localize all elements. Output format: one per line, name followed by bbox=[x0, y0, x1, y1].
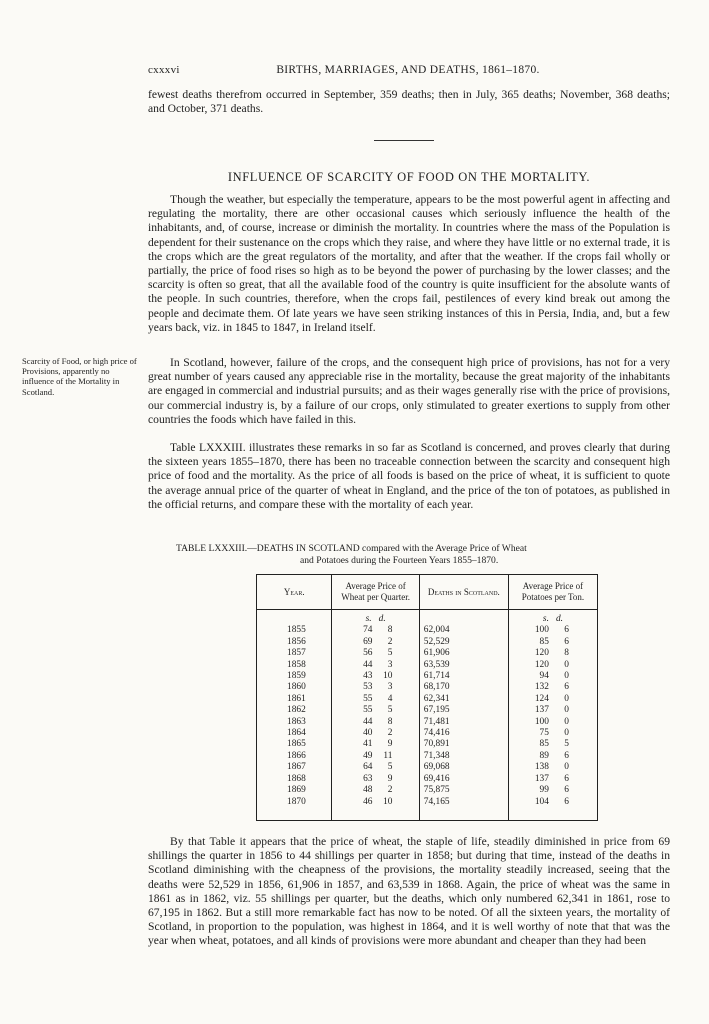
table-header-row bbox=[257, 575, 598, 610]
wheat-price-cell bbox=[332, 682, 419, 693]
potato-shillings: 100 bbox=[534, 716, 549, 727]
wheat-shillings: 55 bbox=[363, 693, 373, 704]
potato-shillings: 75 bbox=[539, 728, 549, 739]
table-row bbox=[257, 660, 598, 671]
page-header bbox=[148, 64, 668, 80]
wheat-shillings: 48 bbox=[363, 785, 373, 796]
wheat-price-cell bbox=[332, 671, 419, 682]
wheat-shillings: 55 bbox=[363, 705, 373, 716]
table-row bbox=[257, 671, 598, 682]
year-cell: 1867 bbox=[287, 762, 306, 773]
paragraph-weather: Though the weather, but especially the temperature, appears to be the most powerful agent in affecting and regulating the mortality, there are other occasional causes which seriously influence the health of the inhabitants, and, of course, increase or diminish the mortality. In countries where the mass of the Population is dependent for their sustenance on the crops which they raise, and where they have little or no external trade, it is the crops which are the great regulators of the mortality, and after that the weather. If the crops fail wholly or partially, the price of food rises so high as to be beyond the power of purchasing by the lower classes; and the scarcity is often so great, that all the available food of the country is quite insufficient for the absolute wants of the people. In such countries, therefore, when the crops fail, pestilences of every kind break out among the people and decimate them. Of late years we have seen striking instances of this in Persia, India, and, but a few years back, viz. in 1845 to 1847, in Ireland itself. bbox=[148, 193, 670, 334]
wheat-price-cell bbox=[332, 694, 419, 705]
units-row bbox=[257, 610, 598, 626]
potato-price-cell bbox=[508, 694, 597, 705]
potato-pence: 6 bbox=[564, 636, 569, 647]
potato-shillings: 138 bbox=[534, 762, 549, 773]
wheat-pence: 11 bbox=[383, 750, 393, 761]
wheat-pence: 5 bbox=[387, 648, 393, 659]
unit-pence: d. bbox=[555, 614, 563, 624]
wheat-shillings: 40 bbox=[363, 728, 373, 739]
potato-pence: 0 bbox=[564, 705, 569, 716]
year-cell: 1869 bbox=[287, 785, 306, 796]
deaths-cell: 75,875 bbox=[419, 785, 508, 796]
margin-note: Scarcity of Food, or high price of Provisions, apparently no influence of the Mortality in Scotland. bbox=[22, 356, 137, 397]
wheat-price-cell bbox=[332, 751, 419, 762]
year-cell: 1868 bbox=[287, 773, 306, 784]
potato-price-cell bbox=[508, 705, 597, 716]
table-row bbox=[257, 774, 598, 785]
table-row bbox=[257, 728, 598, 739]
wheat-price-cell bbox=[332, 625, 419, 636]
section-divider bbox=[374, 140, 434, 141]
deaths-cell: 62,004 bbox=[419, 625, 508, 636]
header-potatoes: Average Price of Potatoes per Ton. bbox=[508, 575, 597, 610]
year-cell: 1857 bbox=[287, 648, 306, 659]
table-row bbox=[257, 797, 598, 821]
potato-shillings: 137 bbox=[534, 773, 549, 784]
deaths-cell: 71,481 bbox=[419, 717, 508, 728]
wheat-shillings: 64 bbox=[363, 762, 373, 773]
deaths-cell: 70,891 bbox=[419, 739, 508, 750]
wheat-price-cell bbox=[332, 785, 419, 796]
potato-price-cell bbox=[508, 682, 597, 693]
potato-pence: 0 bbox=[564, 762, 569, 773]
potato-price-cell bbox=[508, 751, 597, 762]
potato-pence: 0 bbox=[564, 659, 569, 670]
wheat-price-cell bbox=[332, 762, 419, 773]
year-cell: 1858 bbox=[287, 659, 306, 670]
deaths-price-table bbox=[256, 574, 598, 821]
potato-price-cell bbox=[508, 739, 597, 750]
potato-pence: 6 bbox=[564, 625, 569, 636]
year-cell: 1862 bbox=[287, 705, 306, 716]
wheat-pence: 9 bbox=[387, 739, 393, 750]
wheat-pence: 2 bbox=[387, 785, 393, 796]
potato-pence: 0 bbox=[564, 728, 569, 739]
table-row bbox=[257, 625, 598, 636]
potato-price-cell bbox=[508, 717, 597, 728]
wheat-pence: 5 bbox=[387, 762, 393, 773]
paragraph-scotland: In Scotland, however, failure of the crops, and the consequent high price of provisions, has not for a very great number of years caused any appreciable rise in the mortality, because the great majority of the inhabitants are engaged in commercial and industrial pursuits; and as their wages generally rise with the price of provisions, our commercial industry is, by a failure of our crops, only stimulated to greater exertions to supply from other countries the foods which have failed in this. bbox=[148, 356, 670, 426]
deaths-cell: 67,195 bbox=[419, 705, 508, 716]
year-cell: 1855 bbox=[287, 625, 306, 636]
table-body bbox=[257, 610, 598, 821]
wheat-price-cell bbox=[332, 660, 419, 671]
wheat-pence: 8 bbox=[387, 625, 393, 636]
table-row bbox=[257, 751, 598, 762]
potato-price-cell bbox=[508, 728, 597, 739]
running-head: BIRTHS, MARRIAGES, AND DEATHS, 1861–1870. bbox=[276, 64, 540, 76]
potato-shillings: 120 bbox=[534, 659, 549, 670]
potato-pence: 6 bbox=[564, 785, 569, 796]
table-row bbox=[257, 739, 598, 750]
year-cell: 1863 bbox=[287, 716, 306, 727]
potato-pence: 8 bbox=[564, 648, 569, 659]
table-caption-line-2: and Potatoes during the Fourteen Years 1855–1870. bbox=[300, 555, 499, 566]
wheat-shillings: 41 bbox=[363, 739, 373, 750]
potato-pence: 0 bbox=[564, 671, 569, 682]
deaths-cell: 69,416 bbox=[419, 774, 508, 785]
potato-shillings: 132 bbox=[534, 682, 549, 693]
potato-price-cell bbox=[508, 762, 597, 773]
potato-pence: 0 bbox=[564, 716, 569, 727]
potato-shillings: 124 bbox=[534, 693, 549, 704]
unit-shillings: s. bbox=[365, 614, 372, 624]
year-cell: 1865 bbox=[287, 739, 306, 750]
deaths-cell: 63,539 bbox=[419, 660, 508, 671]
potato-pence: 6 bbox=[564, 773, 569, 784]
wheat-pence: 10 bbox=[383, 671, 393, 682]
deaths-cell: 74,165 bbox=[419, 797, 508, 821]
deaths-cell: 62,341 bbox=[419, 694, 508, 705]
potato-pence: 6 bbox=[564, 750, 569, 761]
page-number: cxxxvi bbox=[148, 64, 180, 76]
wheat-price-cell bbox=[332, 705, 419, 716]
potato-shillings: 89 bbox=[539, 750, 549, 761]
wheat-shillings: 74 bbox=[363, 625, 373, 636]
potato-pence: 0 bbox=[564, 693, 569, 704]
potato-price-cell bbox=[508, 671, 597, 682]
potato-shillings: 120 bbox=[534, 648, 549, 659]
table-row bbox=[257, 637, 598, 648]
units-potatoes-cell bbox=[508, 610, 597, 626]
units-deaths-cell bbox=[419, 610, 508, 626]
wheat-price-cell bbox=[332, 797, 419, 821]
header-year: Year. bbox=[257, 575, 332, 610]
deaths-cell: 71,348 bbox=[419, 751, 508, 762]
wheat-pence: 3 bbox=[387, 682, 393, 693]
wheat-pence: 5 bbox=[387, 705, 393, 716]
wheat-shillings: 44 bbox=[363, 659, 373, 670]
wheat-shillings: 44 bbox=[363, 716, 373, 727]
year-cell: 1860 bbox=[287, 682, 306, 693]
potato-price-cell bbox=[508, 774, 597, 785]
year-cell: 1866 bbox=[287, 750, 306, 761]
wheat-pence: 9 bbox=[387, 773, 393, 784]
potato-shillings: 99 bbox=[539, 785, 549, 796]
wheat-shillings: 63 bbox=[363, 773, 373, 784]
wheat-pence: 10 bbox=[383, 796, 393, 807]
wheat-price-cell bbox=[332, 637, 419, 648]
potato-shillings: 94 bbox=[539, 671, 549, 682]
wheat-price-cell bbox=[332, 739, 419, 750]
wheat-pence: 2 bbox=[387, 728, 393, 739]
wheat-shillings: 69 bbox=[363, 636, 373, 647]
potato-pence: 6 bbox=[564, 796, 569, 807]
deaths-cell: 74,416 bbox=[419, 728, 508, 739]
wheat-shillings: 56 bbox=[363, 648, 373, 659]
table-caption-line-1: TABLE LXXXIII.—DEATHS IN SCOTLAND compared with the Average Price of Wheat bbox=[176, 543, 527, 554]
wheat-shillings: 49 bbox=[363, 750, 373, 761]
potato-price-cell bbox=[508, 660, 597, 671]
table-row bbox=[257, 705, 598, 716]
wheat-shillings: 53 bbox=[363, 682, 373, 693]
paragraph-table-intro: Table LXXXIII. illustrates these remarks in so far as Scotland is concerned, and proves clearly that during the sixteen years 1855–1870, there has been no traceable connection between the scarcity and consequent high price of food and the mortality. As the price of all foods is based on the price of wheat, it is sufficient to quote the average annual price of the quarter of wheat in England, and the price of the ton of potatoes, as published in the official returns, and compare these with the mortality of each year. bbox=[148, 441, 670, 511]
deaths-cell: 61,906 bbox=[419, 648, 508, 659]
potato-shillings: 100 bbox=[534, 625, 549, 636]
table-row bbox=[257, 762, 598, 773]
potato-pence: 5 bbox=[564, 739, 569, 750]
section-heading: INFLUENCE OF SCARCITY OF FOOD ON THE MORTALITY. bbox=[227, 170, 591, 184]
table-row bbox=[257, 682, 598, 693]
wheat-price-cell bbox=[332, 728, 419, 739]
deaths-cell: 69,068 bbox=[419, 762, 508, 773]
year-cell: 1859 bbox=[287, 671, 306, 682]
deaths-cell: 52,529 bbox=[419, 637, 508, 648]
wheat-pence: 3 bbox=[387, 659, 393, 670]
potato-price-cell bbox=[508, 637, 597, 648]
paragraph-conclusion: By that Table it appears that the price of wheat, the staple of life, steadily diminished in price from 69 shillings the quarter in 1856 to 44 shillings per quarter in 1858; but during that time, instead of the deaths in Scotland diminishing with the cheapness of the provisions, the mortality steadily increased, seeing that the deaths were 52,529 in 1856, 61,906 in 1857, and 63,539 in 1868. Again, the price of wheat was the same in 1861 as in 1862, viz. 55 shillings per quarter, but the deaths, which only numbered 62,341 in 1861, rose to 67,195 in 1862. But a still more remarkable fact has now to be noted. Of all the sixteen years, the mortality of Scotland, in proportion to the population, was highest in 1864, and it is well worthy of note that that was the year when wheat, potatoes, and all kinds of provisions were more abundant and cheaper than they had been bbox=[148, 835, 670, 948]
potato-shillings: 85 bbox=[539, 739, 549, 750]
deaths-cell: 61,714 bbox=[419, 671, 508, 682]
table-caption bbox=[150, 543, 670, 567]
wheat-pence: 8 bbox=[387, 716, 393, 727]
year-cell: 1870 bbox=[287, 796, 306, 807]
table-row bbox=[257, 648, 598, 659]
unit-pence: d. bbox=[378, 614, 386, 624]
wheat-shillings: 43 bbox=[363, 671, 373, 682]
year-cell: 1856 bbox=[287, 636, 306, 647]
potato-pence: 6 bbox=[564, 682, 569, 693]
potato-price-cell bbox=[508, 797, 597, 821]
year-cell: 1864 bbox=[287, 728, 306, 739]
table-row bbox=[257, 785, 598, 796]
year-cell: 1861 bbox=[287, 693, 306, 704]
intro-paragraph: fewest deaths therefrom occurred in September, 359 deaths; then in July, 365 deaths; November, 368 deaths; and October, 371 deaths. bbox=[148, 88, 670, 116]
table-row bbox=[257, 717, 598, 728]
units-year-cell bbox=[257, 610, 332, 626]
wheat-price-cell bbox=[332, 774, 419, 785]
wheat-price-cell bbox=[332, 648, 419, 659]
potato-price-cell bbox=[508, 648, 597, 659]
header-deaths: Deaths in Scotland. bbox=[419, 575, 508, 610]
potato-price-cell bbox=[508, 785, 597, 796]
wheat-pence: 4 bbox=[387, 693, 393, 704]
header-wheat: Average Price of Wheat per Quarter. bbox=[332, 575, 419, 610]
potato-shillings: 85 bbox=[539, 636, 549, 647]
table-row bbox=[257, 694, 598, 705]
deaths-cell: 68,170 bbox=[419, 682, 508, 693]
wheat-price-cell bbox=[332, 717, 419, 728]
units-wheat-cell bbox=[332, 610, 419, 626]
potato-shillings: 137 bbox=[534, 705, 549, 716]
potato-price-cell bbox=[508, 625, 597, 636]
potato-shillings: 104 bbox=[534, 796, 549, 807]
wheat-pence: 2 bbox=[387, 636, 393, 647]
wheat-shillings: 46 bbox=[363, 796, 373, 807]
unit-shillings: s. bbox=[542, 614, 549, 624]
